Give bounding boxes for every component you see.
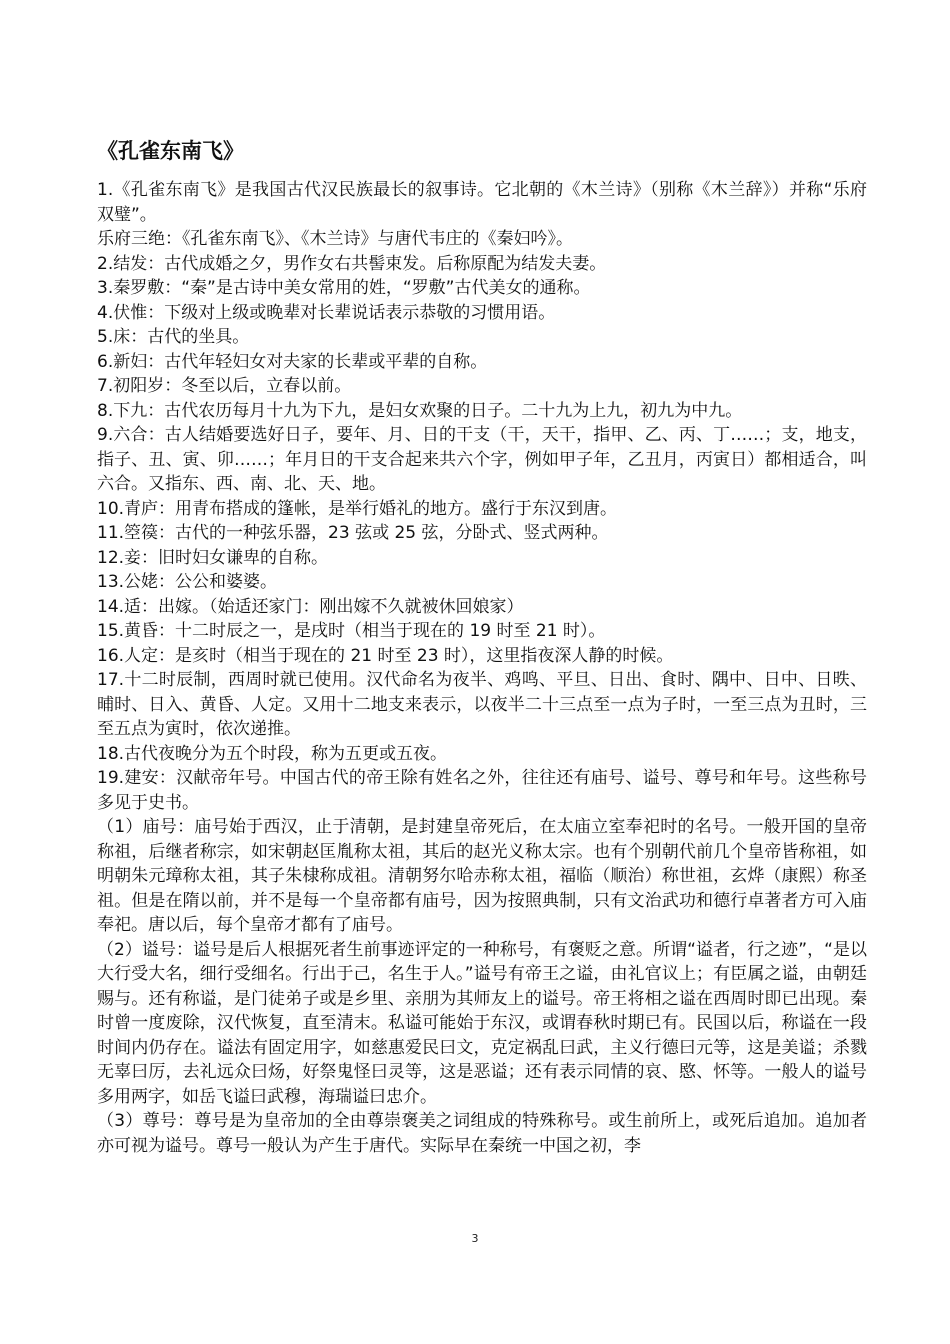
document-body — [97, 178, 867, 1158]
paragraph: 2.结发：古代成婚之夕，男作女右共髻束发。后称原配为结发夫妻。 — [97, 253, 607, 274]
paragraph: （3）尊号：尊号是为皇帝加的全由尊崇褒美之词组成的特殊称号。或生前所上，或死后追加。追加者亦可视为谥号。尊号一般认为产生于唐代。实际早在秦统一中国之初，李 — [97, 1111, 867, 1156]
paragraph: 5.床：古代的坐具。 — [97, 327, 250, 347]
paragraph: 11.箜篌：古代的一种弦乐器，23 弦或 25 弦，分卧式、竖式两种。 — [97, 523, 609, 543]
paragraph: 15.黄昏：十二时辰之一，是戌时（相当于现在的 19 时至 21 时）。 — [97, 621, 606, 641]
paragraph: 17.十二时辰制，西周时就已使用。汉代命名为夜半、鸡鸣、平旦、日出、食时、隅中、日中、日昳、晡时、日入、黄昏、人定。又用十二地支来表示，以夜半二十三点至一点为子时，一至三点为丑时，三至五点为寅时，依次递推。 — [97, 670, 867, 739]
paragraph: 3.秦罗敷：“秦”是古诗中美女常用的姓，“罗敷”古代美女的通称。 — [97, 278, 591, 298]
paragraph: 7.初阳岁：冬至以后，立春以前。 — [97, 376, 352, 396]
paragraph: 12.妾：旧时妇女谦卑的自称。 — [97, 547, 329, 568]
paragraph: 乐府三绝：《孔雀东南飞》、《木兰诗》与唐代韦庄的《秦妇吟》。 — [97, 229, 573, 249]
paragraph: 4.伏惟：下级对上级或晚辈对长辈说话表示恭敬的习惯用语。 — [97, 302, 556, 323]
page-title: 《孔雀东南飞》 — [97, 139, 244, 163]
paragraph: 10.青庐：用青布搭成的篷帐，是举行婚礼的地方。盛行于东汉到唐。 — [97, 498, 618, 519]
paragraph: 18.古代夜晚分为五个时段，称为五更或五夜。 — [97, 743, 448, 764]
paragraph: 8.下九：古代农历每月十九为下九，是妇女欢聚的日子。二十九为上九，初九为中九。 — [97, 400, 743, 421]
paragraph: （1）庙号：庙号始于西汉，止于清朝，是封建皇帝死后，在太庙立室奉祀时的名号。一般开国的皇帝称祖，后继者称宗，如宋朝赵匡胤称太祖，其后的赵光义称太宗。也有个别朝代前几个皇帝皆称祖，如明朝朱元璋称太祖，其子朱棣称成祖。清朝努尔哈赤称太祖，福临（顺治）称世祖，玄烨（康熙）称圣祖。但是在隋以前，并不是每一个皇帝都有庙号，因为按照典制，只有文治武功和德行卓著者方可入庙奉祀。唐以后，每个皇帝才都有了庙号。 — [97, 817, 867, 935]
paragraph: 9.六合：古人结婚要选好日子，要年、月、日的干支（干，天干，指甲、乙、丙、丁……；支，地支，指子、丑、寅、卯……；年月日的干支合起来共六个字，例如甲子年，乙丑月，丙寅日）都相适合，叫六合。又指东、西、南、北、天、地。 — [97, 425, 867, 494]
paragraph: （2）谥号：谥号是后人根据死者生前事迹评定的一种称号，有褒贬之意。所谓“谥者，行之迹”，“是以大行受大名，细行受细名。行出于己，名生于人。”谥号有帝王之谥，由礼官议上；有臣属之谥，由朝廷赐与。还有称谥，是门徒弟子或是乡里、亲朋为其师友上的谥号。帝王将相之谥在西周时即已出现。秦时曾一度废除，汉代恢复，直至清末。私谥可能始于东汉，或谓春秋时期已有。民国以后，称谥在一段时间内仍存在。谥法有固定用字，如慈惠爱民曰文，克定祸乱曰武，主义行德曰元等，这是美谥；杀戮无辜曰厉，去礼远众曰炀，好祭鬼怪曰灵等，这是恶谥；还有表示同情的哀、愍、怀等。一般人的谥号多用两字，如岳飞谥曰武穆，海瑞谥曰忠介。 — [97, 939, 867, 1107]
paragraph: 13.公姥：公公和婆婆。 — [97, 572, 278, 592]
paragraph: 6.新妇：古代年轻妇女对夫家的长辈或平辈的自称。 — [97, 351, 488, 372]
paragraph: 19.建安：汉献帝年号。中国古代的帝王除有姓名之外，往往还有庙号、谥号、尊号和年号。这些称号多见于史书。 — [97, 768, 867, 813]
paragraph: 14.适：出嫁。（始适还家门：刚出嫁不久就被休回娘家） — [97, 596, 524, 617]
paragraph: 16.人定：是亥时（相当于现在的 21 时至 23 时），这里指夜深人静的时候。 — [97, 645, 674, 666]
paragraph: 1.《孔雀东南飞》是我国古代汉民族最长的叙事诗。它北朝的《木兰诗》（别称《木兰辞》）并称“乐府双璧”。 — [97, 180, 867, 225]
page-number: 3 — [471, 1232, 479, 1245]
